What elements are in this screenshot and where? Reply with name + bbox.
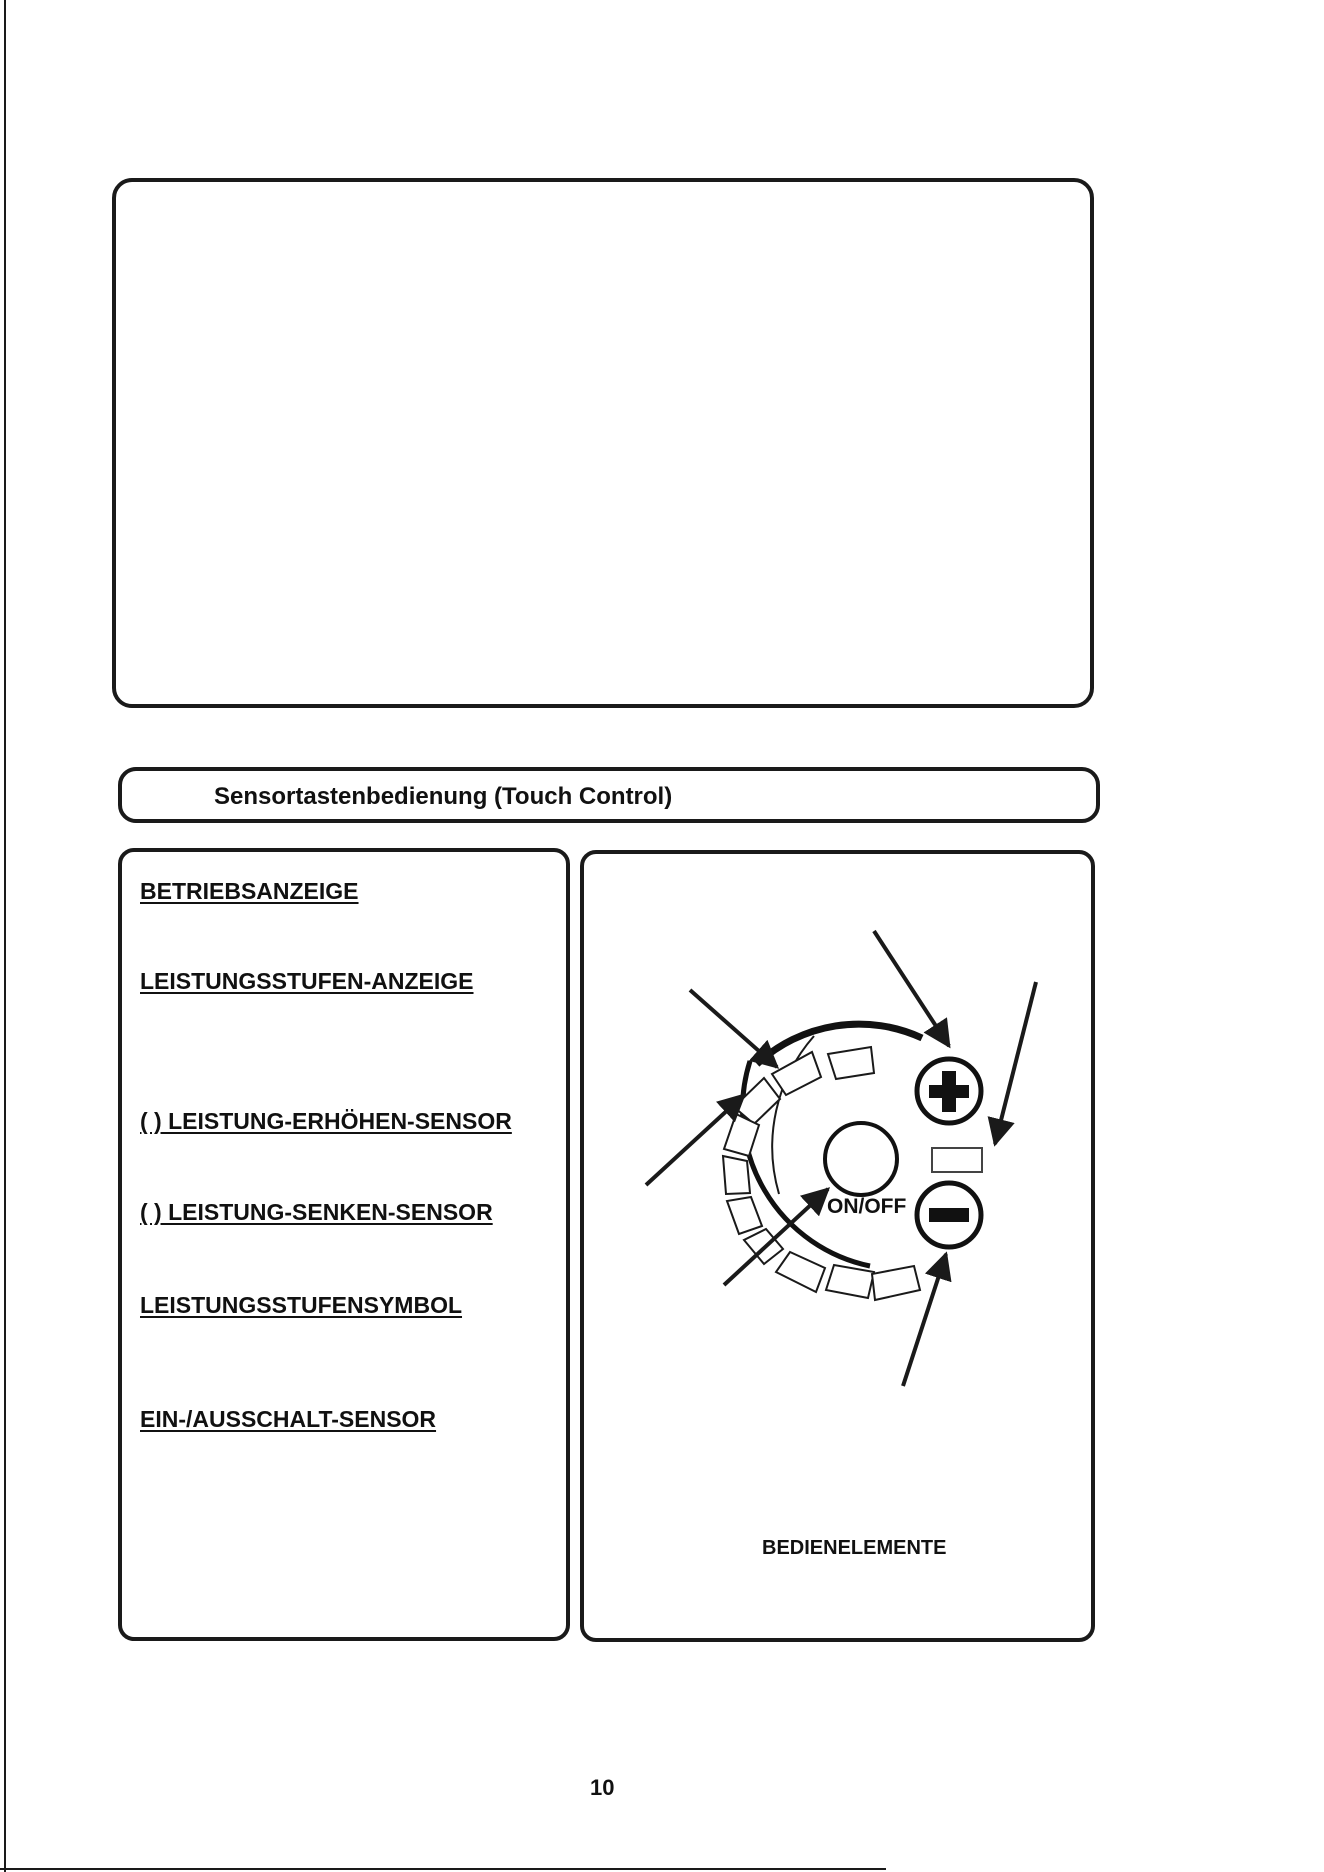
label-ein-ausschalt-sensor: EIN-/AUSSCHALT-SENSOR (140, 1406, 437, 1432)
level-segment-icon (723, 1156, 750, 1194)
level-segment-icon (776, 1252, 825, 1292)
level-segment-icon (727, 1197, 762, 1234)
image-placeholder-frame (112, 178, 1094, 708)
label-leistung-erhoehen-sensor: ( ) LEISTUNG-ERHÖHEN-SENSOR (140, 1108, 512, 1134)
diagram-caption: BEDIENELEMENTE (762, 1537, 947, 1559)
section-header (118, 767, 1100, 823)
left-margin-rule (4, 0, 6, 1872)
level-display-icon (932, 1148, 982, 1172)
page-number: 10 (590, 1775, 615, 1800)
control-diagram-panel (580, 850, 1095, 1642)
label-leistungsstufensymbol: LEISTUNGSSTUFENSYMBOL (140, 1292, 463, 1318)
level-segment-icon (872, 1266, 920, 1300)
arrow-to-level-arc (690, 990, 777, 1067)
legend-panel (118, 848, 570, 1641)
control-panel-diagram (584, 854, 1099, 1646)
minus-icon (917, 1183, 981, 1247)
plus-icon (917, 1059, 981, 1123)
label-leistungsstufen-anzeige: LEISTUNGSSTUFEN-ANZEIGE (140, 968, 474, 994)
arrow-to-level-symbol (995, 982, 1036, 1144)
level-segment-icon (828, 1047, 874, 1079)
bottom-rule (0, 1868, 886, 1870)
label-leistung-senken-sensor: ( ) LEISTUNG-SENKEN-SENSOR (140, 1199, 493, 1225)
level-segment-icon (826, 1265, 874, 1298)
onoff-label: ON/OFF (827, 1195, 907, 1218)
power-button-icon (825, 1123, 897, 1195)
label-betriebsanzeige: BETRIEBSANZEIGE (140, 878, 359, 904)
section-title: Sensortastenbedienung (Touch Control) (214, 783, 673, 810)
